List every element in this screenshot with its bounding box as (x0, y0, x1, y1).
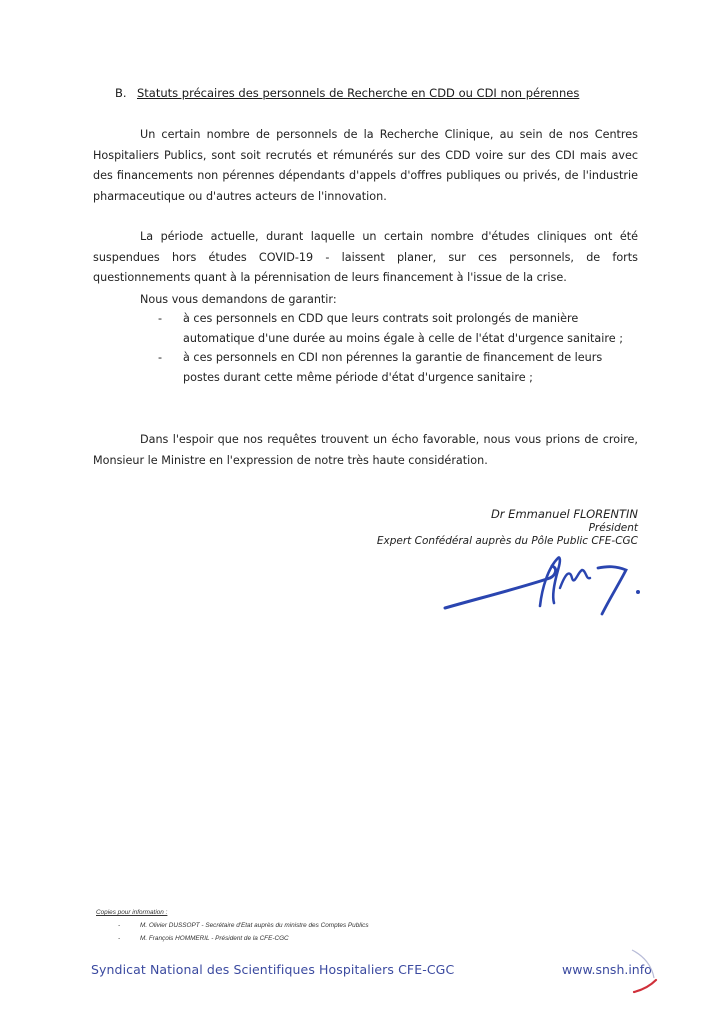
bullet-text-cdd: à ces personnels en CDD que leurs contrats soit prolongés de manière automatique d'une durée au moins égale à celle de l'état d'urgence sanitaire ; (183, 312, 623, 345)
section-letter: B. (115, 86, 127, 100)
list-item (96, 932, 369, 945)
footer-website-link[interactable]: www.snsh.info (562, 962, 652, 977)
copy-dash: - (118, 922, 121, 929)
copies-list (96, 906, 369, 945)
bullet-dash: - (158, 312, 163, 325)
copy-recipient: M. François HOMMERIL - Président de la CFE-CGC (140, 935, 289, 942)
copies-heading: Copies pour information : (96, 909, 168, 916)
paragraph-current-period: La période actuelle, durant laquelle un certain nombre d'études cliniques ont été suspendues hors études COVID-19 - laissent planer, sur ces personnels, de forts questionnements quant à la pérennisation de leurs financement à l'issue de la crise. (93, 230, 638, 284)
list-item (158, 309, 638, 349)
copy-recipient: M. Olivier DUSSOPT - Secrétaire d'Etat auprès du ministre des Comptes Publics (140, 922, 369, 929)
copy-dash: - (118, 935, 121, 942)
signatory-title: Expert Confédéral auprès du Pôle Public CFE-CGC (376, 535, 638, 547)
list-item (158, 348, 638, 388)
paragraph-request-lead: Nous vous demandons de garantir: (140, 293, 337, 306)
list-item (96, 919, 369, 932)
paragraph-closing: Dans l'espoir que nos requêtes trouvent un écho favorable, nous vous prions de croire, Monsieur le Ministre en l'expression de notre très haute considération. (93, 433, 638, 467)
section-title-text: Statuts précaires des personnels de Recherche en CDD ou CDI non pérennes (137, 86, 580, 100)
logo-corner-mark (630, 948, 660, 998)
signatory-role: Président (588, 521, 638, 534)
bullet-dash: - (158, 351, 163, 364)
signature-block (377, 508, 638, 549)
bullet-text-cdi: à ces personnels en CDI non pérennes la garantie de financement de leurs postes durant cette même période d'état d'urgence sanitaire ; (183, 351, 603, 384)
footer-organization: Syndicat National des Scientifiques Hospitaliers CFE-CGC (91, 962, 455, 977)
section-heading (115, 86, 579, 100)
paragraph-research-staff: Un certain nombre de personnels de la Recherche Clinique, au sein de nos Centres Hospitaliers Publics, sont soit recrutés et rémunérés sur des CDD voire sur des CDI mais avec des financements non pérennes dépendants d'appels d'offres publiques ou privés, de l'industrie pharmaceutique ou d'autres acteurs de l'innovation. (93, 128, 638, 203)
handwritten-signature (440, 548, 650, 623)
signatory-name: Dr Emmanuel FLORENTIN (490, 507, 638, 521)
